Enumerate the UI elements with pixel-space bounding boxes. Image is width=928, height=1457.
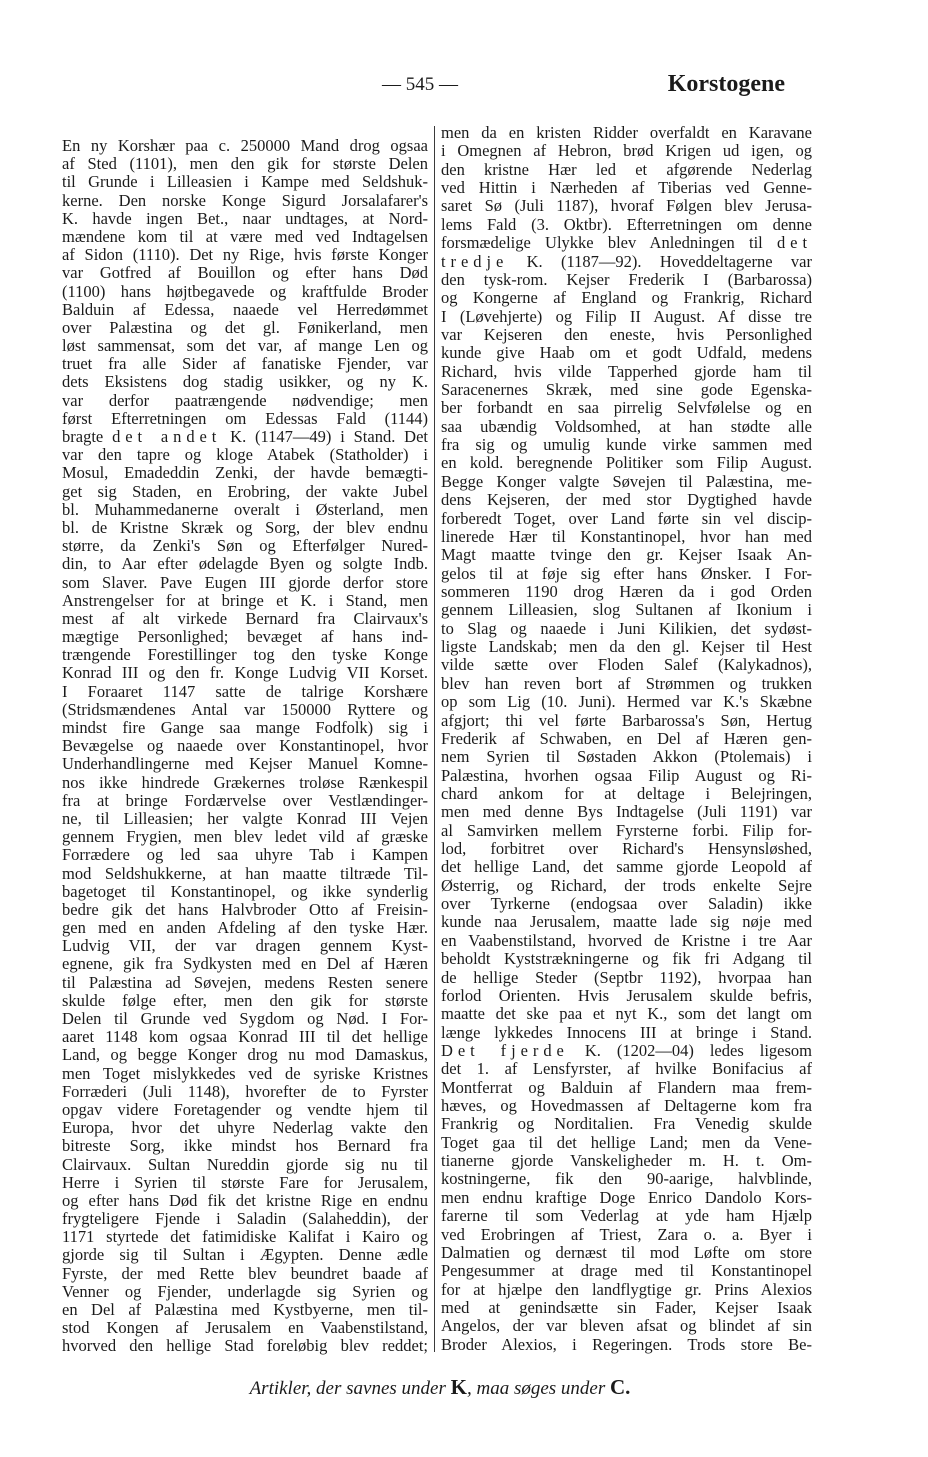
text-line: op som Lig (10. Juni). Hermed var K.'s Skæbne	[441, 693, 812, 712]
text-line	[441, 234, 812, 252]
text-line: længe lykkedes Innocens III at bringe i Stand.	[441, 1023, 812, 1042]
text-line: forberedt Toget, over Land førte sin vel discip-	[441, 509, 812, 528]
text-line: mægtige Personlighed; bevæget af hans ind-	[62, 628, 428, 647]
text-line: men med denne Bys Indtagelse (Juli 1191) var	[441, 803, 812, 822]
text-line: trængende Forestillinger tog den tyske Konge	[62, 646, 428, 665]
text-line: gjorde sig til Sultan i Ægypten. Denne ædle	[62, 1246, 428, 1265]
text-line: lod, forbitret over Richard's Hensynsløshed,	[441, 840, 812, 859]
text-line: (1100) hans højtbegavede og kraftfulde Broder	[62, 282, 428, 301]
text-line: Begge Konger valgte Søvejen til Palæstina, me-	[441, 472, 812, 491]
text-line: men da en kristen Ridder overfaldt en Karavane	[441, 124, 812, 142]
text-line: de hellige Steder (Septbr 1192), hvorpaa han	[441, 968, 812, 987]
text-line: fra at bringe Fordærvelse over Vestlændinger-	[62, 791, 428, 810]
text-segment: K. (1147—49) i Stand. Det	[221, 428, 428, 446]
text-line: Herre i Syrien til største Fare for Jerusalem,	[62, 1173, 428, 1192]
text-line: til Grunde i Lilleasien i Kampe med Seldshuk-	[62, 173, 428, 192]
text-line: bl. de Kristne Skræk og Sorg, der blev endnu	[62, 518, 428, 537]
text-line: den kristne Hær led et afgørende Nederlag	[441, 160, 812, 179]
text-line: stod Kongen af Jerusalem en Vaabenstilstand,	[62, 1319, 428, 1338]
text-line: kerne. Den norske Konge Sigurd Jorsalafarer's	[62, 191, 428, 210]
text-line: I (Løvehjerte) og Filip II August. Af disse tre	[441, 307, 812, 326]
spaced-emphasis: tredje	[441, 252, 509, 271]
footer-note	[140, 1373, 740, 1404]
footer-letter-k: K	[450, 1375, 467, 1399]
text-line: var Kejseren den eneste, hvis Personlighed	[441, 325, 812, 344]
text-line: get sig Staden, en Erobring, der vakte Jubel	[62, 482, 428, 501]
text-line: Forræderi (Juli 1148), hvorefter de to Fyrster	[62, 1082, 428, 1101]
text-line: egnene, gik fra Sydkysten med en Del af Hæren	[62, 955, 428, 974]
text-line: gelos til at føje sig efter hans Ønsker. I For-	[441, 564, 812, 583]
text-line: saret Sø (Juli 1187), hvoraf Følgen blev Jerusa-	[441, 197, 812, 216]
text-line: K. havde ingen Bet., naar undtages, at Nord-	[62, 209, 428, 228]
text-line: var Gotfred af Bouillon og efter hans Død	[62, 264, 428, 283]
text-line: al Samvirken mellem Fyrsterne forbi. Filip for-	[441, 821, 812, 840]
text-line: Anstrengelser for at bringe et K. i Stand, men	[62, 591, 428, 610]
text-line: gennem Lilleasien, slog Sultanen af Ikonium i	[441, 601, 812, 620]
footer-letter-c: C.	[610, 1375, 631, 1399]
text-line: dets Eksistens dog stadig usikker, og ny K.	[62, 373, 428, 392]
text-line: med at genindsætte sin Fader, Kejser Isaak	[441, 1299, 812, 1317]
text-line: ne, til Lilleasien; her valgte Konrad III Vejen	[62, 809, 428, 828]
text-line: af Sted (1101), men den gik for største Delen	[62, 155, 428, 174]
text-line: Palæstina, hvorhen ogsaa Filip August og Ri-	[441, 766, 812, 785]
text-line: kunde give Haab om et godt Udfald, medens	[441, 344, 812, 363]
text-line: bitreste Sorg, ikke mindst hos Bernard fra	[62, 1137, 428, 1156]
text-line: Frederik af Schwaben, en Del af Hæren gen-	[441, 729, 812, 748]
text-line: mændene kom til at være med ved Indtagelsen	[62, 227, 428, 246]
text-line: Pengesummer at drage med til Konstantinopel	[441, 1262, 812, 1281]
text-line: Toget gaa til det hellige Land; men da Vene-	[441, 1133, 812, 1152]
text-line: ved Erobringen af Triest, Zara o. a. Byer i	[441, 1225, 812, 1244]
text-line: Magt maatte tvinge den gr. Kejser Isaak An-	[441, 546, 812, 565]
spaced-emphasis: det andet	[112, 428, 222, 446]
text-line: nem Syrien til Søstaden Akkon (Ptolemais) i	[441, 748, 812, 767]
text-line: Richard, hvis vilde Tapperhed gjorde ham til	[441, 362, 812, 381]
text-line: en Vaabenstilstand, hvorved de Kristne i tre Aar	[441, 931, 812, 950]
text-line: mindst fire Gange saa mange Fodfolk) sig i	[62, 719, 428, 737]
text-line: en kold. beregnende Politiker som Filip August.	[441, 454, 812, 473]
text-line: maatte det ske paa et nyt K., som det langt om	[441, 1005, 812, 1024]
text-segment: bragte	[62, 428, 113, 446]
text-line: som Slaver. Pave Eugen III gjorde derfor store	[62, 573, 428, 592]
text-line: Fyrste, der med Rette blev beundret baade af	[62, 1264, 428, 1283]
text-line: men endnu kraftige Doge Enrico Dandolo Kors-	[441, 1188, 812, 1207]
text-line: løst sammensat, som det var, af mange Len og	[62, 337, 428, 356]
text-line: nos ikke hindrede Grækernes troløse Rænkespil	[62, 773, 428, 792]
text-line: og efter hans Død fik det kristne Rige en endnu	[62, 1191, 428, 1210]
text-line: frygteligere Fjende i Saladin (Salaheddin), der	[62, 1210, 428, 1229]
text-line: Clairvaux. Sultan Nureddin gjorde sig nu til	[62, 1155, 428, 1174]
text-line: to Slag og naaede i Juni Kilikien, det sydøst-	[441, 619, 812, 638]
text-line: afgjort; thi vel førte Barbarossa's Søn, Hertug	[441, 711, 812, 730]
text-line: Konrad III og den fr. Konge Ludvig VII Korset.	[62, 664, 428, 683]
text-line: Angelos, der var bleven afsat og blindet af sin	[441, 1317, 812, 1336]
text-line: en Del af Palæstina med Kystbyerne, men til-	[62, 1301, 428, 1319]
text-line: var derfor paatrængende nødvendige; men	[62, 391, 428, 410]
text-line: tianerne gjorde Vanskeligheder m. H. t. Om-	[441, 1152, 812, 1171]
text-line: farerne til som Vederlag at yde ham Hjælp	[441, 1207, 812, 1226]
text-line: af Sidon (1110). Det ny Rige, hvis første Konger	[62, 246, 428, 265]
text-line: hvorved den hellige Stad foreløbig blev reddet;	[62, 1337, 428, 1356]
text-line: gen med en anden Afdeling af den tyske Hær.	[62, 919, 428, 938]
text-line: Balduin af Edessa, naaede vel Herredømmet	[62, 300, 428, 319]
text-line: over Palæstina og det gl. Fønikerland, men	[62, 318, 428, 337]
text-line	[62, 428, 428, 446]
text-line: var den tapre og kloge Atabek (Statholder) i	[62, 446, 428, 465]
text-line: lems Fald (3. Oktbr). Efterretningen om denne	[441, 215, 812, 234]
text-line: vilde sætte over Floden Salef (Kalykadnos),	[441, 656, 812, 675]
text-line: beholdt Kyststrækningerne og fik fri Adgang til	[441, 950, 812, 969]
text-line: ved Hittin i Nærheden af Tiberias ved Genne-	[441, 179, 812, 198]
text-line: saa ubændig Voldsomhed, at han stødte alle	[441, 417, 812, 436]
spaced-emphasis: det	[776, 234, 812, 253]
text-line	[441, 1042, 812, 1060]
text-line: En ny Korshær paa c. 250000 Mand drog ogsaa	[62, 137, 428, 155]
text-line: det 1. af Lensfyrster, af hvilke Bonifacius af	[441, 1060, 812, 1079]
text-line: Frankrig og Norditalien. Fra Venedig skulde	[441, 1115, 812, 1134]
text-line: aaret 1148 kom ogsaa Konrad III til det hellige	[62, 1028, 428, 1047]
column-divider	[434, 126, 435, 1352]
text-line: truet fra alle Sider af fanatiske Fjender, var	[62, 355, 428, 374]
text-line: opgav videre Foretagender og vendte hjem til	[62, 1100, 428, 1119]
text-line: Underhandlingerne med Kejser Manuel Komne-	[62, 755, 428, 774]
text-line: over Tyrkerne (endogsaa over Saladin) ikke	[441, 895, 812, 914]
text-line: sommeren 1190 drog Hæren da i god Orden	[441, 582, 812, 601]
text-line: dens Kejseren, der med stor Dygtighed havde	[441, 491, 812, 510]
text-line: først Efterretningen om Edessas Fald (1144)	[62, 409, 428, 428]
text-line: Europa, hvor det uhyre Nederlag vakte den	[62, 1119, 428, 1138]
text-column-left	[62, 137, 428, 1356]
text-line: Land, og begge Konger drog nu mod Damaskus,	[62, 1046, 428, 1065]
text-line: ber forbandt en saa pirrelig Selvfølelse og en	[441, 399, 812, 418]
text-segment: K. (1187—92). Hoveddeltagerne var	[508, 252, 812, 271]
text-line: bedre gik det hans Halvbroder Otto af Freisin-	[62, 900, 428, 919]
text-line: og Kongerne af England og Frankrig, Richard	[441, 289, 812, 308]
text-line: Østerrig, og Richard, der trods enkelte Sejre	[441, 876, 812, 895]
text-line: mod Seldshukkerne, at han maatte tiltræde Til-	[62, 864, 428, 883]
text-line: Forrædere og led saa uhyre Tab i Kampen	[62, 846, 428, 865]
text-line: linerede Hær til Konstantinopel, hvor han med	[441, 527, 812, 546]
page-number: — 545 —	[382, 74, 458, 95]
text-line: ligste Landskab; men da den gl. Kejser til Hest	[441, 638, 812, 657]
text-line: for at hjælpe den landflygtige gr. Prins Alexios	[441, 1280, 812, 1299]
text-column-right	[441, 124, 812, 1354]
text-line: men Toget mislykkedes ved de syriske Kristnes	[62, 1064, 428, 1083]
text-line: bl. Muhammedanerne overalt i Østerland, men	[62, 500, 428, 519]
text-line: kostningerne, fik den 90-aarige, halvblinde,	[441, 1170, 812, 1189]
text-line: blev han reven bort af Strømmen og trukken	[441, 674, 812, 693]
text-line: forlod Orienten. Hvis Jerusalem skulde befris,	[441, 986, 812, 1005]
text-segment: forsmædelige Ulykke blev Anledningen til	[441, 234, 777, 253]
text-line: I Foraaret 1147 satte de talrige Korshære	[62, 682, 428, 701]
text-line: det hellige Land, det samme gjorde Leopold af	[441, 858, 812, 877]
text-line: Broder Alexios, i Regeringen. Trods store Be-	[441, 1335, 812, 1354]
text-line: fra sig og umulig kunde virke sammen med	[441, 436, 812, 455]
text-line: Saracenernes Skræk, med sine gode Egenska-	[441, 381, 812, 400]
text-line: i Omegnen af Hebron, brød Krigen ud igen, og	[441, 142, 812, 161]
text-line: Venner og Fjender, underlagde sig Syrien og	[62, 1282, 428, 1301]
text-line: 1171 styrtede det fatimidiske Kalifat i Kairo og	[62, 1228, 428, 1247]
text-line: din, to Aar efter ødelagde Byen og solgte Indb.	[62, 555, 428, 574]
text-line: (Stridsmændenes Antal var 150000 Ryttere og	[62, 700, 428, 719]
text-line: til Palæstina ad Søvejen, medens Resten senere	[62, 973, 428, 992]
text-line: bagetoget til Konstantinopel, og ikke synderlig	[62, 882, 428, 901]
running-title: Korstogene	[667, 71, 785, 97]
footer-text: , maa søges under	[466, 1378, 610, 1399]
text-line: Dalmatien og dernæst til mod Løfte om store	[441, 1243, 812, 1262]
text-line: Bevægelse og naaede over Konstantinopel, hvor	[62, 737, 428, 756]
text-line: Delen til Grunde ved Sygdom og Nød. I For-	[62, 1010, 428, 1028]
text-line: Montferrat og Balduin af Flandern maa frem-	[441, 1078, 812, 1097]
spaced-emphasis: Det fjerde	[441, 1041, 569, 1060]
text-segment: K. (1202—04) ledes ligesom	[568, 1041, 812, 1060]
text-line: gennem Frygien, men blev ledet vild af græske	[62, 828, 428, 847]
text-line: mest af alt virkede Bernard fra Clairvaux's	[62, 609, 428, 628]
text-line: hæves, og Hovedmassen af Deltagerne kom fra	[441, 1097, 812, 1116]
text-line: Mosul, Emadeddin Zenki, der havde bemægti-	[62, 464, 428, 483]
text-line: chard ankom for at deltage i Belejringen,	[441, 784, 812, 803]
text-line: Ludvig VII, der var dragen gennem Kyst-	[62, 937, 428, 956]
text-line: kunde naa Jerusalem, maatte lade sig nøje med	[441, 913, 812, 932]
text-line: skulde følge efter, men den gik for største	[62, 991, 428, 1010]
text-line	[441, 253, 812, 271]
footer-text: Artikler, der savnes under	[249, 1378, 451, 1399]
text-line: større, da Zenki's Søn og Efterfølger Nured-	[62, 537, 428, 556]
text-line: den tysk-rom. Kejser Frederik I (Barbarossa)	[441, 270, 812, 289]
